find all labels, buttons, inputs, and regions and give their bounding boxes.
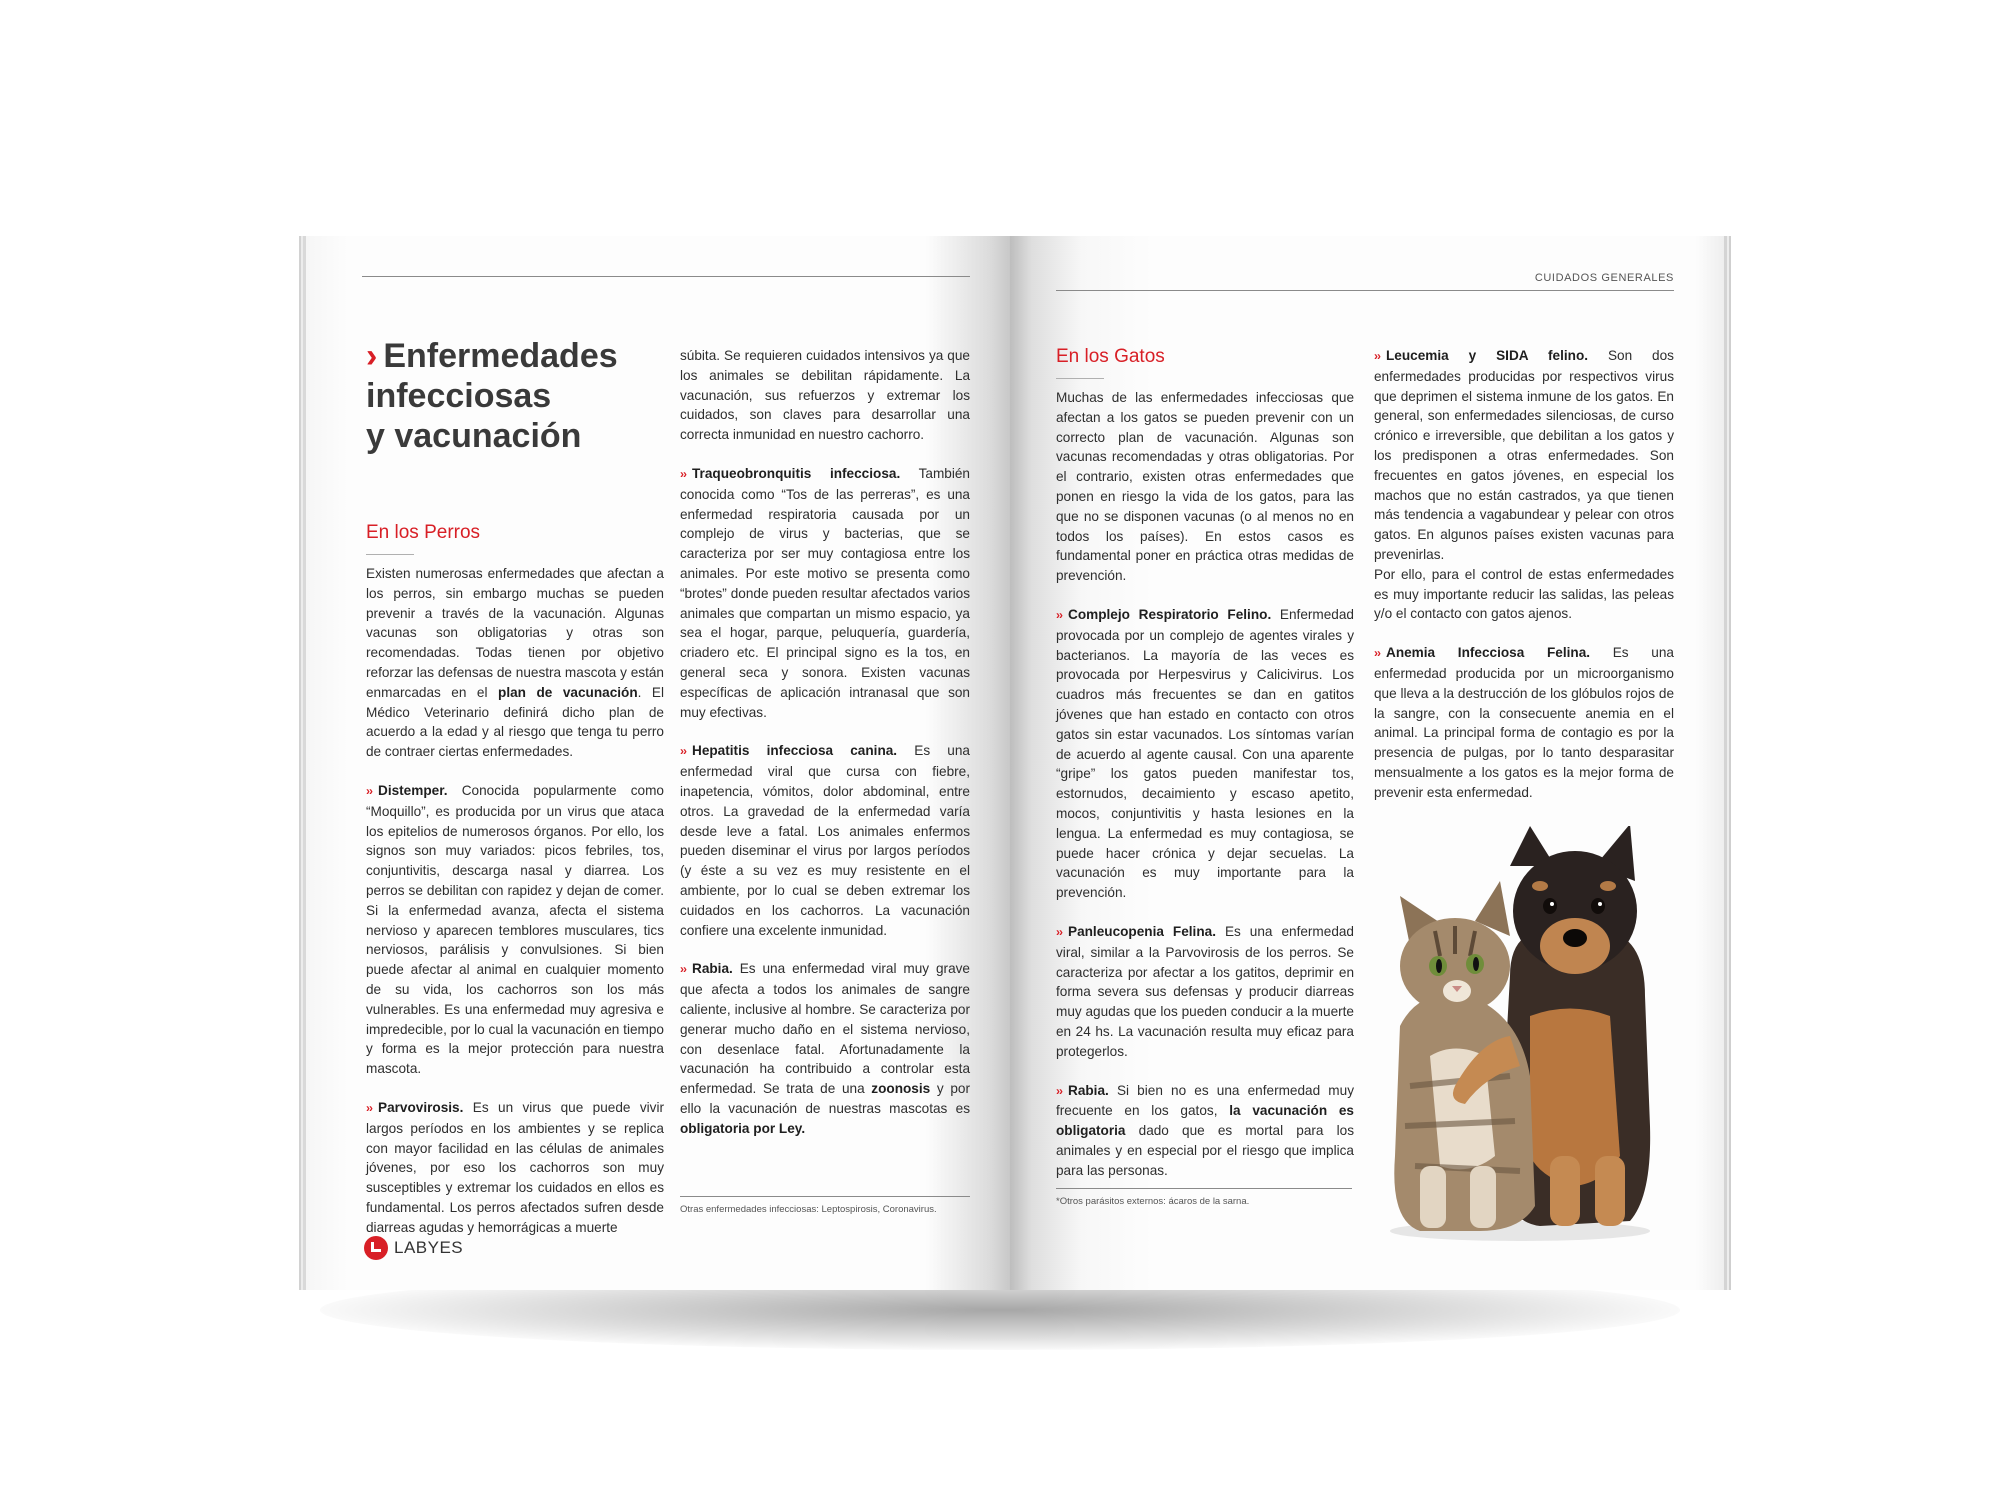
intro-text-2: . El Médico Veterinario definirá dicho plan de acuerdo a la edad y al riesgo que tenga tu perro de contraer ciertas enfermedades. [366,684,665,760]
bullet-chevron-icon: ›› [680,744,686,759]
leucemia-extra: Por ello, para el control de estas enfermedades es muy importante reducir las salidas, las peleas y/o el contacto con gatos ajenos. [1374,566,1674,622]
section-heading-gatos: En los Gatos [1056,346,1165,367]
bullet-chevron-icon: ›› [1374,646,1380,661]
heading-underline [366,554,414,555]
bullet-chevron-icon: ›› [1056,924,1062,939]
perros-intro [366,564,664,762]
rabia-gatos-name: Rabia. [1068,1082,1109,1098]
rabia-bold-2: obligatoria por Ley. [680,1120,806,1136]
complejo-text: Enfermedad provocada por un complejo de agentes virales y bacterianos. La mayoría de las veces es provocada por Herpesvirus y Calicivirus. Los cuadros más frecuentes se dan en gatitos jóvenes que han estado en contacto con otros gatos sin estar vacunados. Los síntomas varían de acuerdo al agente causal. Con una aparente “gripe” los gatos pueden manifestar tos, estornudos, decaimiento y escaso apetito, mocos, conjuntivitis y hasta lesiones en la lengua. La enfermedad es muy contagiosa, se puede hacer crónica y dejar secuelas. La vacunación es muy importante para la prevención. [1056,606,1354,901]
rabia-name: Rabia. [692,961,733,977]
page-title [366,336,618,456]
top-rule [1056,290,1674,291]
panleuco-paragraph [1056,922,1354,1062]
parvovirosis-continued: súbita. Se requieren cuidados intensivos ya que los animales se debilitan rápidamente. La vacunación, sus refuerzos y extremar los cuidados, son claves para desarrollar una correcta inmunidad en nuestro cachorro. [680,348,970,443]
left-column-2 [680,346,970,1157]
intro-text-1: Existen numerosas enfermedades que afectan a los perros, sin embargo muchas se pueden prevenir a través de la vacunación. Algunas vacunas son obligatorias y otras son recomendadas. Todas tienen por objetivo reforzar las defensas de nuestra mascota y están enmarcadas en el [366,566,664,700]
rabia-perros-paragraph [680,959,970,1138]
gatos-intro: Muchas de las enfermedades infecciosas que afectan a los gatos se pueden prevenir con un correcto plan de vacunación. Algunas son vacunas recomendadas y otras obligatorias. Por el contrario, existen otras enfermedades que ponen en riesgo la vida de los gatos, para las que no se disponen vacunas (o al menos no en todos los países). En estos casos es fundamental poner en práctica otras medidas de prevención. [1056,390,1354,584]
panleuco-text: Es una enfermedad viral, similar a la Parvovirosis de los perros. Se caracteriza por afectar a los gatitos, deprimir en forma severa sus defensas y producir diarreas muy agudas que los pueden conducir a la muerte en 24 hs. La vacunación resulta muy eficaz para protegerlos. [1056,923,1354,1059]
rabia-text-1: Es una enfermedad viral muy grave que afecta a todos los animales de sangre caliente, inclusive al hombre. Se caracteriza por generar mucho daño en el sistema nervioso, con desenlace fatal. Afortunadamente la vacunación ha contribuido a controlar esta enfermedad. Se trata de una [680,961,970,1097]
labyes-logo-icon [364,1236,388,1260]
footnote-rule [1056,1188,1352,1189]
distemper-name: Distemper. [378,782,448,798]
footnote-rule [680,1196,970,1197]
labyes-logo [364,1236,463,1260]
intro-bold: plan de vacunación [498,684,638,700]
right-page [1010,236,1724,1290]
bullet-chevron-icon: ›› [1056,1083,1062,1098]
parvovirosis-name: Parvovirosis. [378,1099,464,1115]
anemia-text: Es una enfermedad producida por un microorganismo que lleva a la destrucción de los glóbulos rojos de la sangre, con la consecuente anemia en el animal. La principal forma de contagio es por la presencia de pulgas, por lo tanto desparasitar mensualmente a los gatos es la mejor forma de prevenir esta enfermedad. [1374,645,1675,800]
leucemia-text: Son dos enfermedades producidas por respectivos virus que deprimen el sistema inmune de los gatos. En general, son enfermedades silenciosas, de curso crónico e irreversible, que debilitan a los gatos y los predisponen a otras enfermedades. Son frecuentes en gatos jóvenes, en especial los machos que no están castrados, ya que tienen más tendencia a vagabundear y pelear con otros gatos. En algunos países existen vacunas para prevenirlas. [1374,348,1674,562]
title-line-1: Enfermedades [383,337,618,375]
top-rule [362,276,970,277]
title-line-2: infecciosas [366,377,552,415]
traqueo-text: También conocida como “Tos de las perreras”, es una enfermedad respiratoria causada por un complejo de virus y bacterias, que se caracteriza por ser muy contagiosa entre los animales. Por este motivo se presenta como “brotes” donde pueden resultar afectados varios animales que compartan un mismo espacio, ya sea el hogar, parque, peluquería, guardería, criadero etc. El principal signo es la tos, en general seca y sonora. Existen vacunas específicas de aplicación intranasal que son muy efectivas. [680,465,970,720]
bullet-chevron-icon: ›› [1056,607,1062,622]
distemper-text: Conocida popularmente como “Moquillo”, es producida por un virus que ataca los epitelios de numerosos órganos. Por ello, los signos son muy variados: picos febriles, tos, conjuntivitis, descarga nasal y diarrea. Los perros se debilitan con rapidez y dejan de comer. Si la enfermedad avanza, afecta el sistema nervioso y aparecen temblores musculares, tics nerviosos, parálisis y convulsiones. Si bien puede afectar al animal en cualquier momento de su vida, los cachorros son los más vulnerables. Es una enfermedad muy agresiva e impredecible, por lo cual la vacunación en tiempo y forma es la mejor protección para nuestra mascota. [366,782,664,1077]
footnote: *Otros parásitos externos: ácaros de la sarna. [1056,1196,1250,1207]
bullet-chevron-icon: ›› [1374,349,1380,363]
traqueo-paragraph [680,464,970,722]
running-header: CUIDADOS GENERALES [1534,272,1674,284]
hepatitis-text: Es una enfermedad viral que cursa con fiebre, inapetencia, vómitos, dolor abdominal, entre otros. La gravedad de la enfermedad varía desde leve a fatal. Los animales enfermos pueden diseminar el virus por largos períodos (y éste a su vez es muy resistente en el ambiente, por lo cual se deben extremar los cuidados en los cachorros. La vacunación confiere una excelente inmunidad. [680,743,970,938]
parvovirosis-paragraph [366,1098,664,1238]
right-column-1 [1056,388,1354,1199]
bullet-chevron-icon: ›› [366,1100,372,1115]
left-column-1 [366,564,664,1257]
puppy-and-kitten-photo [1360,826,1670,1246]
distemper-paragraph [366,781,664,1079]
rabia-gatos-text-1: Si bien no es una enfermedad muy frecuente en los gatos, [1056,1082,1354,1119]
anemia-paragraph [1374,643,1674,802]
bullet-chevron-icon: ›› [680,466,686,481]
rabia-gatos-bold: la vacunación es obligatoria [1056,1103,1354,1139]
rabia-bold-1: zoonosis [871,1081,931,1097]
section-heading-perros: En los Perros [366,522,481,543]
right-column-2 [1374,346,1674,822]
left-page [306,236,1010,1290]
rabia-gatos-paragraph [1056,1081,1354,1181]
traqueo-name: Traqueobronquitis infecciosa. [692,465,901,481]
complejo-paragraph [1056,605,1354,903]
parvovirosis-text: Es un virus que puede vivir largos períodos en los ambientes y se replica con mayor facilidad en las células de animales jóvenes, por eso los cachorros son muy susceptibles y extremar los cuidados en ellos es fundamental. Los perros afectados sufren desde diarreas agudas y hemorrágicas a muerte [366,1099,664,1235]
logo-text: LABYES [394,1238,464,1257]
leucemia-name: Leucemia y SIDA felino. [1386,348,1589,363]
title-line-3: y vacunación [366,417,582,455]
heading-underline [1056,378,1104,379]
hepatitis-name: Hepatitis infecciosa canina. [692,743,898,759]
bullet-chevron-icon: ›› [366,783,372,798]
hepatitis-paragraph [680,741,970,940]
anemia-name: Anemia Infecciosa Felina. [1386,645,1591,661]
bullet-chevron-icon: ›› [680,962,686,977]
chevron-icon: › [366,337,378,375]
panleuco-name: Panleucopenia Felina. [1068,923,1216,939]
rabia-text-2: y por ello la vacunación de nuestras mascotas es [680,1081,970,1116]
footnote: Otras enfermedades infecciosas: Leptospirosis, Coronavirus. [680,1204,937,1215]
complejo-name: Complejo Respiratorio Felino. [1068,606,1272,622]
rabia-gatos-text-2: dado que es mortal para los animales y en especial por el riesgo que implica para las personas. [1056,1123,1354,1178]
leucemia-paragraph [1374,346,1674,565]
